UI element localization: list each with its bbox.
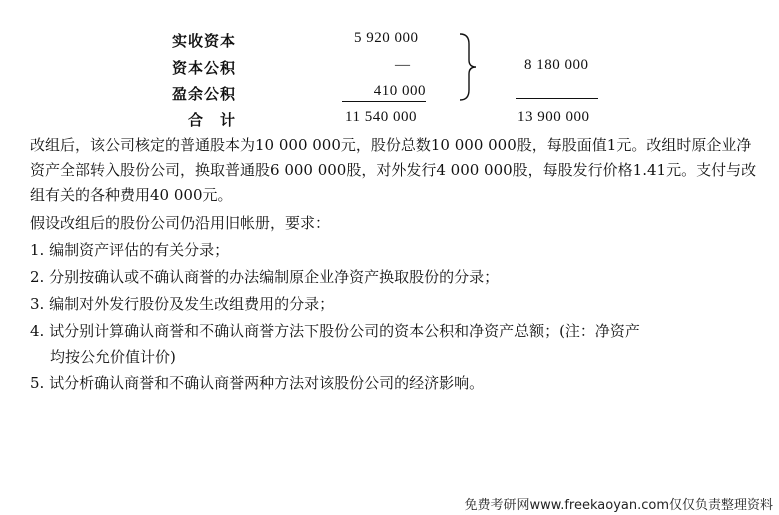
row-value-surplus-reserve: 410 000: [342, 83, 426, 102]
row-value-capital-reserve: —: [395, 57, 411, 73]
row-value-paid-in-capital: 5 920 000: [354, 30, 419, 46]
row-label-surplus-reserve: 盈余公积: [172, 85, 237, 103]
requirement-item: 3. 编制对外发行股份及发生改组费用的分录；: [30, 295, 335, 313]
footer-watermark: 免费考研网www.freekaoyan.com仅仅负责整理资料: [464, 498, 773, 513]
problem-paragraph: 改组后，该公司核定的普通股本为10 000 000元，股份总数10 000 000股，每股面值1元。改组时原企业净资产全部转入股份公司，换取普通股6 000 000股，对外发行4 000 000股，每股发行价格1.41元。支付与改组有关的各种费用40 000元。: [30, 136, 757, 204]
requirement-item: 2. 分别按确认或不确认商誉的办法编制原企业净资产换取股份的分录；: [30, 268, 500, 286]
row-label-paid-in-capital: 实收资本: [172, 32, 237, 50]
row-label-capital-reserve: 资本公积: [172, 59, 237, 77]
requirement-item-continued: 均按公允价值计价): [50, 348, 176, 366]
total-label: 合 计: [188, 111, 237, 129]
requirement-item: 1. 编制资产评估的有关分录；: [30, 241, 230, 259]
total-left-value: 11 540 000: [345, 109, 417, 125]
right-underline: [516, 98, 598, 99]
curly-brace: [456, 32, 478, 102]
requirement-item: 4. 试分别计算确认商誉和不确认商誉方法下股份公司的资本公积和净资产总额；(注：净资产: [30, 322, 640, 340]
brace-value: 8 180 000: [524, 57, 589, 73]
requirement-item: 5. 试分析确认商誉和不确认商誉两种方法对该股份公司的经济影响。: [30, 374, 485, 392]
total-right-value: 13 900 000: [517, 109, 590, 125]
requirements-intro: 假设改组后的股份公司仍沿用旧帐册，要求：: [30, 214, 331, 232]
